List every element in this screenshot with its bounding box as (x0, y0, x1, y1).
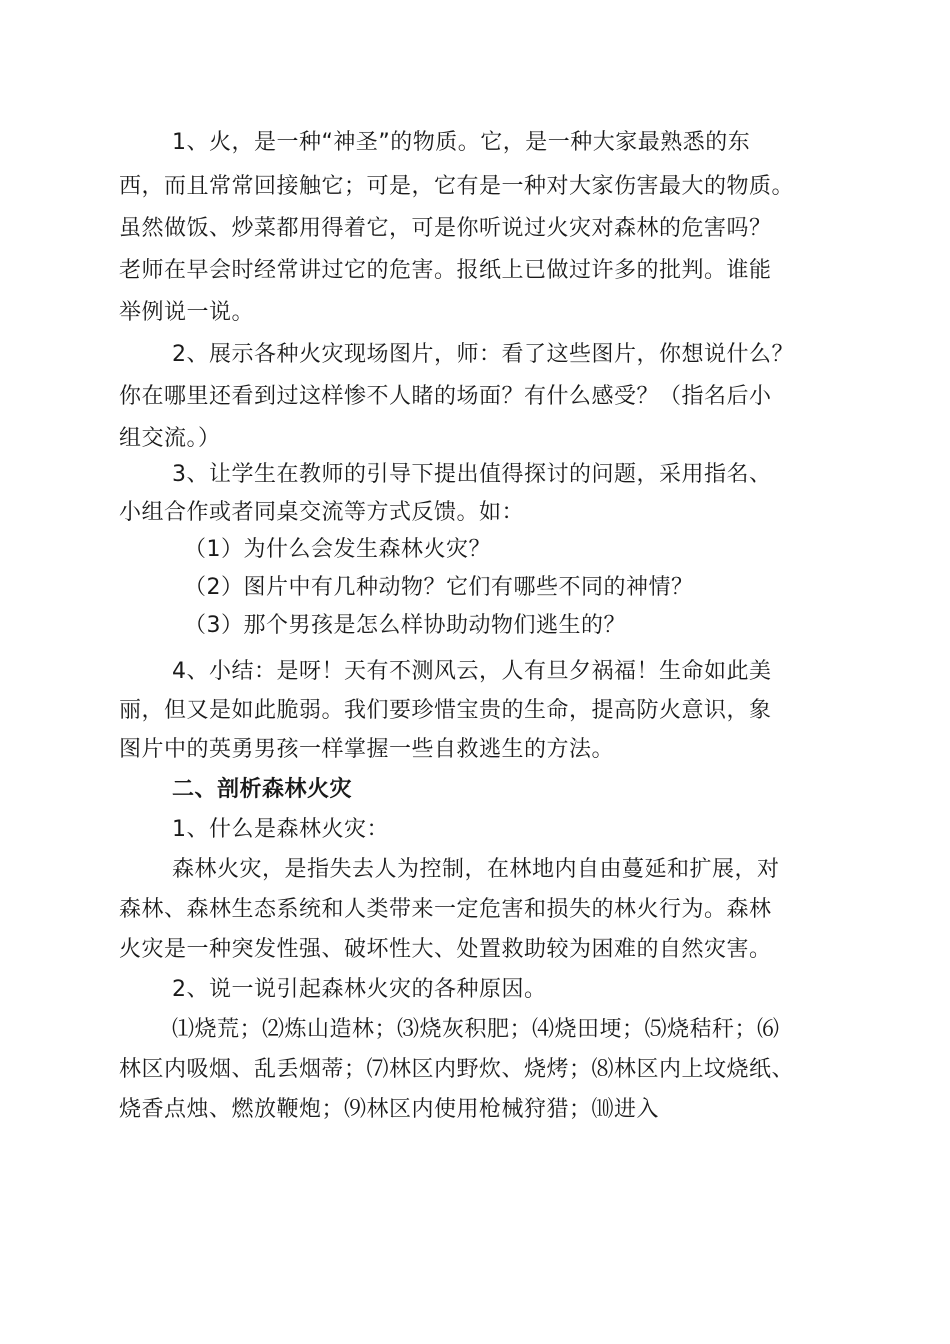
paragraph-line: 举例说一说。 (119, 300, 255, 325)
paragraph-line: 老师在早会时经常讲过它的危害。报纸上已做过许多的批判。谁能 (119, 258, 772, 283)
paragraph-line: 林区内吸烟、乱丢烟蒂；⑺林区内野炊、烧烤；⑻林区内上坟烧纸、 (119, 1057, 795, 1082)
paragraph-line: 4、小结：是呀！天有不测风云，人有旦夕祸福！生命如此美 (172, 659, 772, 684)
question-item: （3）那个男孩是怎么样协助动物们逃生的？ (184, 613, 626, 638)
subsection-heading: 2、说一说引起森林火灾的各种原因。 (172, 977, 547, 1002)
paragraph-line: 西，而且常常回接触它；可是，它有是一种对大家伤害最大的物质。 (119, 174, 795, 199)
paragraph-line: 图片中的英勇男孩一样掌握一些自救逃生的方法。 (119, 737, 615, 762)
question-item: （1）为什么会发生森林火灾？ (184, 537, 491, 562)
paragraph-line: 1、火，是一种“神圣”的物质。它，是一种大家最熟悉的东 (172, 130, 751, 155)
subsection-heading: 1、什么是森林火灾： (172, 817, 389, 842)
paragraph-line: 你在哪里还看到过这样惨不人睹的场面？有什么感受？（指名后小 (119, 384, 772, 409)
paragraph-line: 组交流。） (119, 426, 221, 451)
paragraph-line: 烧香点烛、燃放鞭炮；⑼林区内使用枪械狩猎；⑽进入 (119, 1097, 660, 1122)
paragraph-line: ⑴烧荒；⑵炼山造林；⑶烧灰积肥；⑷烧田埂；⑸烧秸秆；⑹ (172, 1017, 780, 1042)
paragraph-line: 火灾是一种突发性强、破坏性大、处置救助较为困难的自然灾害。 (119, 937, 772, 962)
section-heading: 二、剖析森林火灾 (172, 777, 353, 802)
paragraph-line: 森林火灾，是指失去人为控制，在林地内自由蔓延和扩展，对 (172, 857, 780, 882)
paragraph-line: 2、展示各种火灾现场图片，师：看了这些图片，你想说什么？ (172, 342, 794, 367)
paragraph-line: 森林、森林生态系统和人类带来一定危害和损失的林火行为。森林 (119, 897, 772, 922)
paragraph-line: 虽然做饭、炒菜都用得着它，可是你听说过火灾对森林的危害吗？ (119, 216, 772, 241)
paragraph-line: 小组合作或者同桌交流等方式反馈。如： (119, 500, 525, 525)
paragraph-line: 丽，但又是如此脆弱。我们要珍惜宝贵的生命，提高防火意识，象 (119, 698, 772, 723)
paragraph-line: 3、让学生在教师的引导下提出值得探讨的问题，采用指名、 (172, 462, 772, 487)
question-item: （2）图片中有几种动物？它们有哪些不同的神情？ (184, 575, 694, 600)
